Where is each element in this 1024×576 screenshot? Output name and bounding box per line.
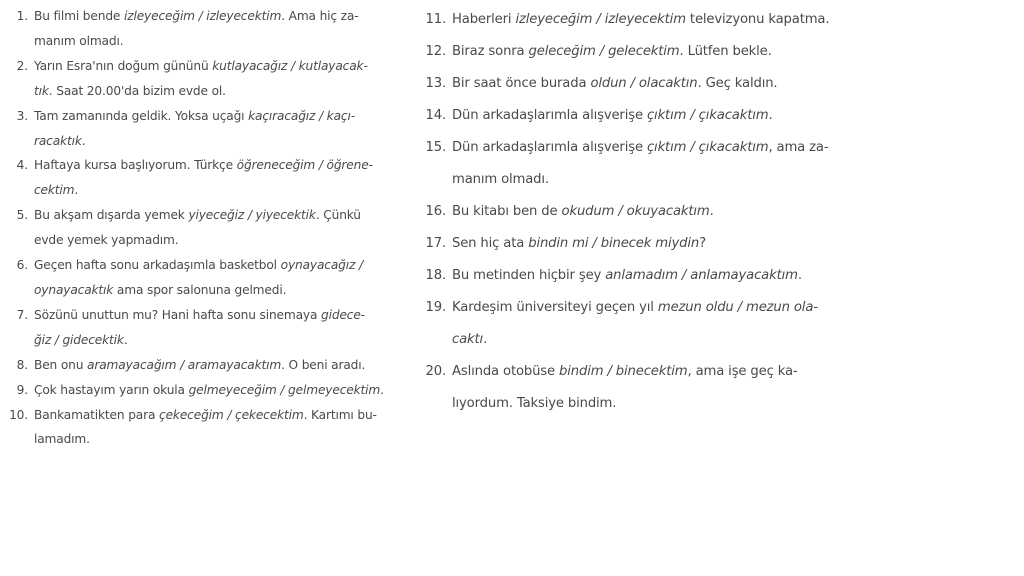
text-segment: . Çünkü [315,208,361,223]
exercise-text [452,356,864,420]
exercise-number: 20. [425,364,446,379]
exercise-number: 16. [425,204,446,219]
text-line [452,196,864,228]
text-line [452,100,864,132]
exercise-number: 13. [425,76,446,91]
answer-options: yiyeceğiz / yiyecektik [188,208,316,223]
exercise-number: 10. [9,407,28,422]
exercise-item [8,353,396,378]
text-segment: televizyonu kapatma. [685,12,830,27]
text-segment: Dün arkadaşlarımla alışverişe [452,140,647,155]
text-segment: Aslında otobüse [452,364,560,379]
text-segment: . Saat 20.00'da bizim evde ol. [48,83,226,98]
text-segment: Yarın Esra'nın doğum gününü [34,58,213,73]
text-segment: . Lütfen bekle. [679,44,772,59]
text-segment: . [74,183,79,198]
text-segment: evde yemek yapmadım. [34,233,179,248]
text-segment: . [768,108,773,123]
exercise-item [8,203,396,253]
exercise-item [424,356,864,420]
text-segment: Geçen hafta sonu arkadaşımla basketbol [34,258,281,273]
text-segment: Bu metinden hiçbir şey [452,268,606,283]
text-segment: . O beni aradı. [281,357,366,372]
answer-options: bindin mi / binecek miydin [528,236,700,251]
answer-options: öğreneceğim / öğrene- [236,158,373,173]
exercise-text [452,132,864,196]
text-segment: Haftaya kursa başlıyorum. Türkçe [34,158,237,173]
text-segment: Haberleri [452,12,516,27]
text-segment: Sen hiç ata [452,236,529,251]
exercise-item [8,403,396,453]
exercise-number: 4. [16,158,28,173]
exercise-number: 5. [16,208,28,223]
text-line [452,356,864,388]
text-line [452,292,864,324]
text-line [452,388,864,420]
answer-options: mezun oldu / mezun ola- [657,300,818,315]
text-line [34,129,396,154]
exercise-text [34,253,396,303]
exercise-number: 8. [16,357,28,372]
exercise-item [424,132,864,196]
text-segment: Bu kitabı ben de [452,204,562,219]
text-segment: Bankamatikten para [34,407,160,422]
text-segment: . Kartımı bu- [303,407,377,422]
exercise-column-left [8,4,396,452]
text-line [452,260,864,292]
answer-options: oldun / olacaktın [590,76,698,91]
text-segment: . [797,268,802,283]
exercise-column-right [424,4,864,420]
text-segment: ? [699,236,706,251]
exercise-text [34,54,396,104]
exercise-item [424,292,864,356]
exercise-text [452,36,864,68]
exercise-number: 11. [425,12,446,27]
text-line [34,228,396,253]
exercise-item [424,68,864,100]
exercise-number: 3. [16,108,28,123]
text-line [34,253,396,278]
exercise-text [452,4,864,36]
answer-options: cektim [34,183,75,198]
text-segment: Sözünü unuttun mu? Hani hafta sonu sinemaya [34,307,322,322]
text-segment: Kardeşim üniversiteyi geçen yıl [452,300,658,315]
answer-options: gelmeyeceğim / gelmeyecektim [188,382,381,397]
exercise-item [8,104,396,154]
answer-options: anlamadım / anlamayacaktım [605,268,798,283]
exercise-item [424,196,864,228]
exercise-number: 15. [425,140,446,155]
text-segment: . [81,133,86,148]
answer-options: oynayacaktık [34,282,114,297]
answer-options: kutlayacağız / kutlayacak- [212,58,368,73]
answer-options: gidece- [321,307,365,322]
answer-options: aramayacağım / aramayacaktım [87,357,282,372]
exercise-number: 9. [16,382,28,397]
text-segment: Bu filmi bende [34,9,124,23]
text-segment: . [483,332,488,347]
text-segment: Biraz sonra [452,44,529,59]
exercise-text [34,203,396,253]
text-segment: . [709,204,714,219]
text-line [34,29,396,54]
answer-options: çıktım / çıkacaktım [646,108,769,123]
text-line [34,54,396,79]
exercise-item [424,100,864,132]
text-line [452,228,864,260]
answer-options: bindim / binecektim [559,364,688,379]
text-segment: Tam zamanında geldik. Yoksa uçağı [34,108,249,123]
exercise-item [8,378,396,403]
text-segment: ama spor salonuna gelmedi. [113,282,287,297]
exercise-number: 19. [425,300,446,315]
text-segment: manım olmadı. [34,33,124,48]
answer-options: ğiz / gidecektik [34,332,124,347]
text-segment: Bu akşam dışarda yemek [34,208,189,223]
exercise-text [452,100,864,132]
exercise-number: 6. [16,258,28,273]
text-segment: . Ama hiç za- [281,9,359,23]
exercise-text [452,260,864,292]
exercise-text [34,153,396,203]
exercise-text [34,353,396,378]
text-line [34,278,396,303]
exercise-number: 7. [16,307,28,322]
answer-options: izleyeceğim / izleyecektim [123,9,282,23]
exercise-item [8,153,396,203]
text-line [34,203,396,228]
text-line [34,328,396,353]
exercise-number: 14. [425,108,446,123]
text-line [452,324,864,356]
exercise-text [452,196,864,228]
exercise-item [8,253,396,303]
text-segment: Dün arkadaşlarımla alışverişe [452,108,647,123]
exercise-item [424,228,864,260]
exercise-item [8,4,396,54]
answer-options: çekeceğim / çekecektim [159,407,304,422]
exercise-text [452,228,864,260]
exercise-text [34,104,396,154]
text-line [34,303,396,328]
answer-options: çıktım / çıkacaktım [646,140,769,155]
text-segment: lıyordum. Taksiye bindim. [452,396,617,411]
text-line [34,153,396,178]
text-line [34,178,396,203]
text-line [34,427,396,452]
answer-options: kaçıracağız / kaçı- [248,108,355,123]
text-segment: manım olmadı. [452,172,549,187]
answer-options: oynayacağız / [280,258,363,273]
exercise-item [8,54,396,104]
text-segment: , ama işe geç ka- [687,364,798,379]
text-line [34,353,396,378]
exercise-text [34,403,396,453]
text-segment: . [380,382,384,397]
text-line [452,4,864,36]
exercise-number: 12. [425,44,446,59]
answer-options: okudum / okuyacaktım [561,204,710,219]
exercise-text [34,378,396,403]
exercise-item [424,4,864,36]
text-line [452,164,864,196]
text-line [34,79,396,104]
exercise-text [34,4,396,54]
exercise-number: 2. [16,58,28,73]
text-segment: Çok hastayım yarın okula [34,382,189,397]
exercise-text [34,303,396,353]
text-segment: . Geç kaldın. [697,76,778,91]
text-line [452,132,864,164]
text-line [34,104,396,129]
text-line [452,36,864,68]
text-segment: lamadım. [34,432,90,447]
answer-options: tık [34,83,49,98]
exercise-item [424,36,864,68]
answer-options: izleyeceğim / izleyecektim [515,12,686,27]
exercise-text [452,292,864,356]
answer-options: caktı [452,332,484,347]
exercise-number: 17. [425,236,446,251]
text-line [34,4,396,29]
text-segment: Bir saat önce burada [452,76,591,91]
text-segment: Ben onu [34,357,88,372]
exercise-number: 1. [16,9,28,23]
exercise-text [452,68,864,100]
text-line [34,403,396,428]
exercise-item [8,303,396,353]
answer-options: geleceğim / gelecektim [528,44,680,59]
text-segment: , ama za- [768,140,829,155]
exercise-item [424,260,864,292]
text-segment: . [123,332,128,347]
exercise-number: 18. [425,268,446,283]
text-line [34,378,396,403]
text-line [452,68,864,100]
answer-options: racaktık [34,133,82,148]
